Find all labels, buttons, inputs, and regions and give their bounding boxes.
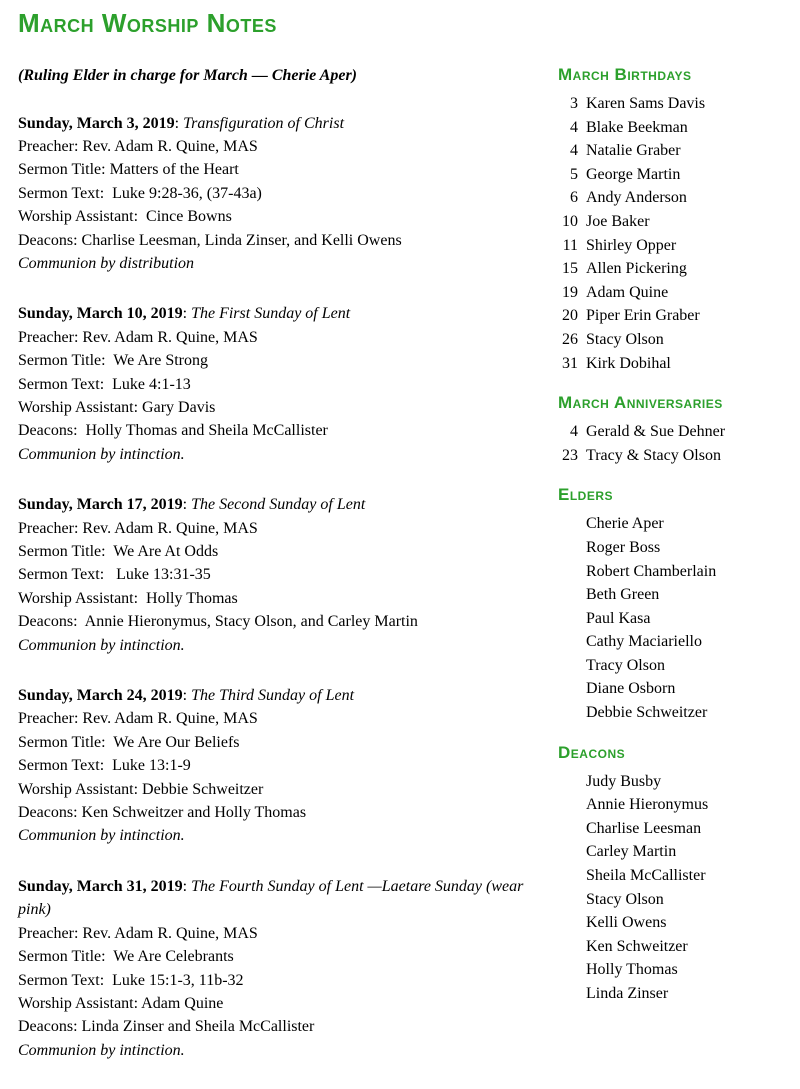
- deacon-name: Carley Martin: [586, 843, 677, 861]
- service-worship-assistant: Worship Assistant: Holly Thomas: [18, 589, 238, 607]
- elder-item: [558, 701, 792, 725]
- elder-name: Paul Kasa: [586, 609, 651, 627]
- deacon-item: [558, 888, 792, 912]
- elders-list: [558, 512, 792, 724]
- birthday-name: Andy Anderson: [586, 189, 687, 207]
- birthday-name: Joe Baker: [586, 212, 650, 230]
- elder-item: [558, 560, 792, 584]
- birthday-day: 10: [562, 212, 578, 230]
- service-worship-assistant: Worship Assistant: Debbie Schweitzer: [18, 780, 264, 798]
- service-sermon-title: Sermon Title: We Are Strong: [18, 352, 208, 370]
- elder-name: Cherie Aper: [586, 515, 664, 533]
- service-title: The Fourth Sunday of Lent —Laetare Sunday (wear pink): [18, 877, 528, 919]
- date-title-separator: :: [182, 496, 192, 514]
- date-title-separator: :: [174, 114, 184, 132]
- page-title: March Worship Notes: [18, 8, 277, 38]
- elder-item: [558, 677, 792, 701]
- service-title: The First Sunday of Lent: [191, 305, 351, 323]
- birthday-name: Piper Erin Graber: [586, 307, 700, 325]
- birthday-item: [558, 257, 792, 281]
- birthday-item: [558, 116, 792, 140]
- birthday-name: George Martin: [586, 165, 681, 183]
- service-date: Sunday, March 3, 2019: [18, 114, 175, 132]
- elder-item: [558, 630, 792, 654]
- service-block: [18, 875, 548, 1062]
- service-heading-line: [18, 875, 548, 922]
- anniversary-name: Gerald & Sue Dehner: [586, 423, 726, 441]
- deacon-item: [558, 935, 792, 959]
- birthday-day: 4: [570, 142, 578, 160]
- deacon-item: [558, 958, 792, 982]
- deacon-item: [558, 911, 792, 935]
- service-worship-assistant: Worship Assistant: Adam Quine: [18, 994, 224, 1012]
- service-heading-line: [18, 302, 548, 325]
- birthday-item: [558, 352, 792, 376]
- deacon-name: Charlise Leesman: [586, 819, 702, 837]
- service-worship-assistant: Worship Assistant: Gary Davis: [18, 398, 216, 416]
- elder-name: Beth Green: [586, 586, 660, 604]
- service-sermon-title: Sermon Title: We Are At Odds: [18, 543, 219, 560]
- deacon-name: Sheila McCallister: [586, 867, 706, 885]
- service-preacher: Preacher: Rev. Adam R. Quine, MAS: [18, 137, 258, 155]
- birthday-name: Kirk Dobihal: [586, 354, 671, 372]
- service-worship-assistant: Worship Assistant: Cince Bowns: [18, 208, 232, 226]
- deacon-name: Holly Thomas: [586, 961, 678, 979]
- elder-name: Diane Osborn: [586, 680, 676, 698]
- elder-name: Tracy Olson: [586, 656, 665, 674]
- elder-item: [558, 512, 792, 536]
- birthdays-heading: March Birthdays: [558, 65, 692, 84]
- date-title-separator: :: [182, 305, 192, 323]
- service-heading-line: [18, 493, 548, 516]
- birthday-day: 3: [570, 95, 578, 112]
- deacon-item: [558, 864, 792, 888]
- anniversary-day: 4: [570, 423, 578, 441]
- service-deacons: Deacons: Ken Schweitzer and Holly Thomas: [18, 804, 307, 822]
- birthday-day: 6: [570, 189, 578, 207]
- anniversary-name: Tracy & Stacy Olson: [586, 446, 721, 464]
- deacon-name: Judy Busby: [586, 772, 662, 790]
- service-title: Transfiguration of Christ: [183, 114, 345, 132]
- birthday-name: Adam Quine: [586, 283, 669, 301]
- ruling-elder-note: (Ruling Elder in charge for March — Cherie Aper): [18, 67, 357, 84]
- service-block: [18, 493, 548, 657]
- birthday-item: [558, 163, 792, 187]
- birthdays-list: [558, 92, 792, 375]
- service-title: The Second Sunday of Lent: [191, 496, 366, 514]
- birthday-name: Karen Sams Davis: [586, 95, 706, 112]
- service-deacons: Deacons: Charlise Leesman, Linda Zinser, and Kelli Owens: [18, 231, 402, 249]
- service-deacons: Deacons: Holly Thomas and Sheila McCallister: [18, 422, 328, 440]
- anniversaries-list: [558, 420, 792, 467]
- date-title-separator: :: [182, 687, 192, 705]
- service-date: Sunday, March 17, 2019: [18, 496, 183, 514]
- birthday-item: [558, 328, 792, 352]
- service-deacons: Deacons: Annie Hieronymus, Stacy Olson, and Carley Martin: [18, 613, 418, 631]
- service-sermon-text: Sermon Text: Luke 9:28-36, (37-43a): [18, 184, 262, 202]
- deacon-name: Kelli Owens: [586, 914, 667, 932]
- service-sermon-title: Sermon Title: Matters of the Heart: [18, 161, 239, 179]
- service-sermon-text: Sermon Text: Luke 13:1-9: [18, 757, 191, 775]
- worship-notes-column: [18, 52, 548, 1089]
- service-sermon-text: Sermon Text: Luke 13:31-35: [18, 566, 211, 584]
- service-sermon-text: Sermon Text: Luke 4:1-13: [18, 375, 191, 393]
- service-heading-line: [18, 684, 548, 707]
- deacon-item: [558, 982, 792, 1006]
- service-date: Sunday, March 10, 2019: [18, 305, 183, 323]
- birthday-name: Stacy Olson: [586, 330, 664, 348]
- birthday-item: [558, 139, 792, 163]
- service-block: [18, 112, 548, 276]
- birthday-item: [558, 304, 792, 328]
- service-block: [18, 684, 548, 848]
- service-sermon-text: Sermon Text: Luke 15:1-3, 11b-32: [18, 971, 244, 989]
- elder-name: Debbie Schweitzer: [586, 704, 708, 722]
- service-heading-line: [18, 112, 548, 135]
- birthday-item: [558, 186, 792, 210]
- service-date: Sunday, March 24, 2019: [18, 687, 183, 705]
- deacons-list: [558, 770, 792, 1006]
- birthday-item: [558, 92, 792, 116]
- birthday-day: 20: [562, 307, 578, 325]
- elder-item: [558, 607, 792, 631]
- elder-name: Robert Chamberlain: [586, 562, 717, 580]
- birthday-item: [558, 281, 792, 305]
- birthday-day: 15: [562, 260, 578, 278]
- service-communion: Communion by intinction.: [18, 636, 185, 654]
- deacon-item: [558, 840, 792, 864]
- deacon-name: Linda Zinser: [586, 985, 669, 1002]
- birthday-day: 19: [562, 283, 578, 301]
- service-communion: Communion by intinction.: [18, 1041, 185, 1059]
- birthday-name: Shirley Opper: [586, 236, 677, 254]
- elder-name: Roger Boss: [586, 538, 661, 556]
- birthday-name: Allen Pickering: [586, 260, 687, 278]
- deacon-name: Ken Schweitzer: [586, 937, 688, 955]
- elder-item: [558, 654, 792, 678]
- deacon-name: Stacy Olson: [586, 890, 664, 908]
- birthday-name: Blake Beekman: [586, 118, 688, 136]
- elder-item: [558, 536, 792, 560]
- birthday-day: 26: [562, 330, 578, 348]
- elder-item: [558, 583, 792, 607]
- anniversary-item: [558, 444, 792, 468]
- service-date: Sunday, March 31, 2019: [18, 877, 183, 895]
- deacon-item: [558, 817, 792, 841]
- sidebar: [548, 52, 792, 1006]
- service-title: The Third Sunday of Lent: [191, 687, 355, 705]
- deacons-heading: Deacons: [558, 742, 626, 762]
- date-title-separator: :: [182, 877, 192, 895]
- birthday-day: 11: [562, 236, 578, 254]
- birthday-day: 5: [570, 165, 578, 183]
- elder-name: Cathy Maciariello: [586, 633, 702, 651]
- birthday-day: 31: [562, 354, 578, 372]
- service-preacher: Preacher: Rev. Adam R. Quine, MAS: [18, 519, 258, 537]
- elders-heading: Elders: [558, 485, 614, 505]
- service-communion: Communion by intinction.: [18, 445, 185, 463]
- deacon-item: [558, 770, 792, 794]
- service-preacher: Preacher: Rev. Adam R. Quine, MAS: [18, 924, 258, 942]
- service-preacher: Preacher: Rev. Adam R. Quine, MAS: [18, 710, 258, 728]
- deacon-name: Annie Hieronymus: [586, 796, 709, 814]
- service-sermon-title: Sermon Title: We Are Our Beliefs: [18, 733, 240, 751]
- anniversaries-heading: March Anniversaries: [558, 393, 723, 413]
- deacon-item: [558, 793, 792, 817]
- anniversary-day: 23: [562, 446, 578, 464]
- service-sermon-title: Sermon Title: We Are Celebrants: [18, 948, 234, 966]
- service-communion: Communion by intinction.: [18, 827, 185, 845]
- birthday-name: Natalie Graber: [586, 142, 681, 160]
- service-block: [18, 302, 548, 466]
- birthday-item: [558, 234, 792, 258]
- service-communion: Communion by distribution: [18, 254, 195, 272]
- service-preacher: Preacher: Rev. Adam R. Quine, MAS: [18, 328, 258, 346]
- service-deacons: Deacons: Linda Zinser and Sheila McCallister: [18, 1018, 315, 1036]
- content-columns: [18, 52, 792, 1089]
- birthday-day: 4: [570, 118, 578, 136]
- anniversary-item: [558, 420, 792, 444]
- birthday-item: [558, 210, 792, 234]
